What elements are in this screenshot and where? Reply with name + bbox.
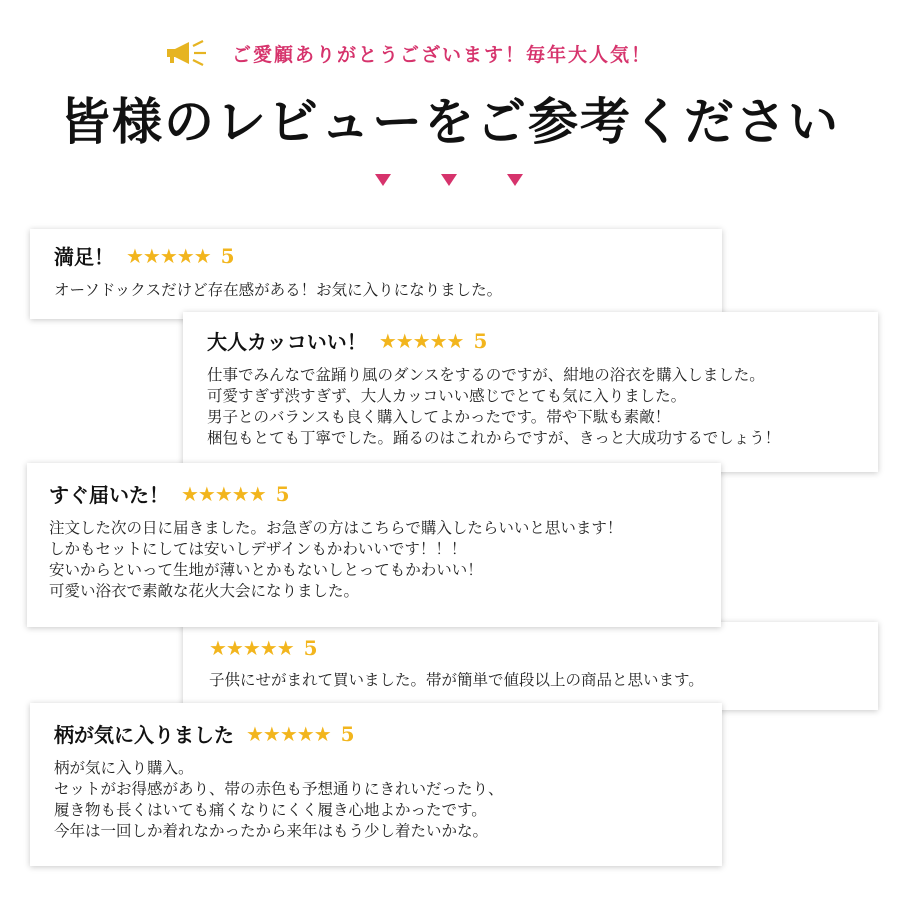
review-body xyxy=(54,280,698,301)
star-rating-icon: ★★★★★ xyxy=(209,636,294,660)
review-line: 注文した次の日に届きました。お急ぎの方はこちらで購入したらいいと思います！ xyxy=(49,519,623,537)
star-rating-icon: ★★★★★ xyxy=(246,721,331,746)
review-header xyxy=(49,479,699,508)
review-title: 満足！ xyxy=(54,245,114,269)
review-line: 可愛い浴衣で素敵な花火大会になりました。 xyxy=(49,582,360,600)
review-body xyxy=(54,758,698,842)
down-triangle-icon xyxy=(375,174,391,186)
review-card xyxy=(30,229,722,319)
header-subtitle: ご愛顧ありがとうございます！毎年大人気！ xyxy=(232,44,653,66)
megaphone-icon xyxy=(163,40,209,66)
review-line: 梱包もとても丁寧でした。踊るのはこれからですが、きっと大成功するでしょう！ xyxy=(207,429,781,447)
review-line: 男子とのバランスも良く購入してよかったです。帯や下駄も素敵！ xyxy=(207,408,671,426)
review-header xyxy=(54,241,698,270)
review-header xyxy=(209,636,852,660)
review-body xyxy=(207,365,854,449)
review-card xyxy=(183,622,878,710)
review-line: 子供にせがまれて買いました。帯が簡単で値段以上の商品と思います。 xyxy=(209,671,704,689)
down-triangle-icon xyxy=(507,174,523,186)
review-card xyxy=(30,703,722,866)
review-line: 今年は一回しか着れなかったから来年はもう少し着たいかな。 xyxy=(54,822,489,840)
review-body xyxy=(49,518,699,602)
review-score: 5 xyxy=(303,636,318,660)
review-line: オーソドックスだけど存在感がある！お気に入りになりました。 xyxy=(54,281,503,299)
review-line: 可愛すぎず渋すぎず、大人カッコいい感じでとても気に入りました。 xyxy=(207,387,687,405)
header-subtitle-row xyxy=(0,38,900,68)
down-arrows xyxy=(0,174,900,194)
review-score: 5 xyxy=(340,721,355,746)
review-score: 5 xyxy=(220,243,235,268)
page-title: 皆様のレビューをご参考ください xyxy=(60,92,840,151)
review-title: 柄が気に入りました xyxy=(54,723,234,747)
review-body xyxy=(209,670,852,691)
review-line: 柄が気に入り購入。 xyxy=(54,759,194,777)
review-line: 履き物も長くはいても痛くなりにくく履き心地よかったです。 xyxy=(54,801,487,819)
review-card xyxy=(183,312,878,472)
review-line: 仕事でみんなで盆踊り風のダンスをするのですが、紺地の浴衣を購入しました。 xyxy=(207,366,765,384)
review-title: 大人カッコいい！ xyxy=(207,330,367,354)
review-score: 5 xyxy=(473,328,488,353)
down-triangle-icon xyxy=(441,174,457,186)
review-score: 5 xyxy=(275,481,290,506)
review-line: セットがお得感があり、帯の赤色も予想通りにきれいだったり、 xyxy=(54,780,504,798)
review-header xyxy=(54,719,698,748)
star-rating-icon: ★★★★★ xyxy=(181,481,266,506)
star-rating-icon: ★★★★★ xyxy=(126,243,211,268)
star-rating-icon: ★★★★★ xyxy=(378,328,464,353)
review-card xyxy=(27,463,721,627)
review-header xyxy=(207,326,854,355)
review-line: しかもセットにしては安いしデザインもかわいいです！！！ xyxy=(49,540,467,558)
review-title: すぐ届いた！ xyxy=(49,483,169,507)
review-line: 安いからといって生地が薄いとかもないしとってもかわいい！ xyxy=(49,561,483,579)
